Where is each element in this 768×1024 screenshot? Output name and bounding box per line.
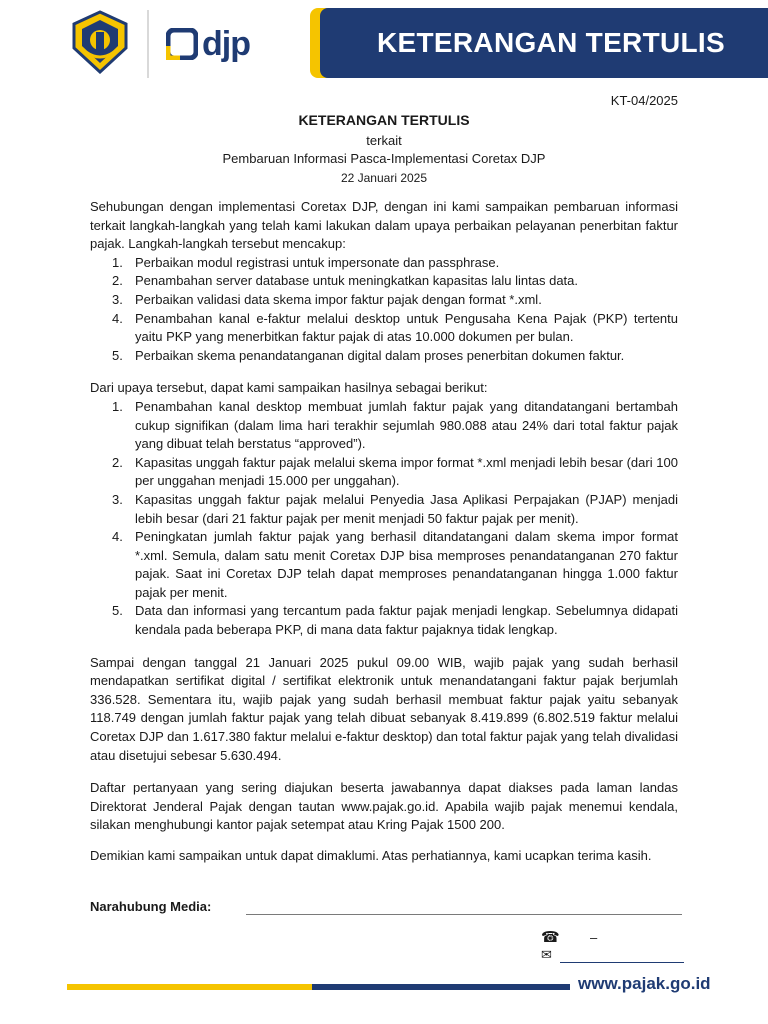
header-divider (147, 10, 149, 78)
list-item: 5. Data dan informasi yang tercantum pada faktur pajak menjadi lengkap. Sebelumnya didapati kendala pada beberapa PKP, di mana data faktur pajaknya tidak lengkap. (112, 603, 678, 638)
document-title: KETERANGAN TERTULIS (298, 112, 470, 128)
footer-band-yellow (67, 984, 312, 990)
list-item: 5. Perbaikan skema penandatanganan digital dalam proses penerbitan dokumen faktur. (112, 347, 625, 363)
djp-logo-text: djp (202, 24, 250, 63)
phone-icon: ☎ (541, 929, 560, 946)
list-item: 2. Kapasitas unggah faktur pajak melalui skema impor format *.xml menjadi lebih besar (dari 100 per unggahan menjadi 15.000 per unggahan). (112, 454, 678, 489)
list-item: 4. Penambahan kanal e-faktur melalui desktop untuk Pengusaha Kena Pajak (PKP) tertentu yaitu PKP yang menerbitkan faktur pajak di atas 10.000 dokumen per bulan. (112, 310, 678, 345)
results-intro: Dari upaya tersebut, dapat kami sampaikan hasilnya sebagai berikut: (90, 380, 488, 396)
results-list (90, 398, 678, 640)
kemenkeu-logo (68, 10, 132, 74)
list-item: 3. Kapasitas unggah faktur pajak melalui Penyedia Jasa Aplikasi Perpajakan (PJAP) menjadi lebih besar (dari 21 faktur pajak per menit menjadi 50 faktur pajak per menit). (112, 491, 678, 526)
intro-paragraph: Sehubungan dengan implementasi Coretax DJP, dengan ini kami sampaikan pembaruan informasi terkait langkah-langkah yang telah kami lakukan dalam upaya perbaikan pelayanan penerbitan faktur pajak. Langkah-langkah tersebut mencakup: (90, 199, 678, 252)
document-date: 22 Januari 2025 (340, 171, 428, 185)
banner-title: KETERANGAN TERTULIS (377, 27, 725, 58)
list-item: 2. Penambahan server database untuk meningkatkan kapasitas lalu lintas data. (112, 273, 579, 289)
document-body (90, 198, 678, 866)
list-item: 3. Perbaikan validasi data skema impor faktur pajak dengan format *.xml. (112, 291, 542, 307)
djp-logo-mark (166, 28, 198, 60)
closing-paragraph: Demikian kami sampaikan untuk dapat dimaklumi. Atas perhatiannya, kami ucapkan terima kasih. (90, 848, 652, 863)
djp-logo (166, 22, 250, 66)
document-reference: KT-04/2025 (610, 93, 678, 108)
media-contact-label: Narahubung Media: (90, 899, 212, 914)
list-item: 4. Peningkatan jumlah faktur pajak yang berhasil ditandatangani dalam skema impor format *.xml. Semula, dalam satu menit Coretax DJP bisa memproses penandatanganan 270 faktur pajak. Saat ini Coretax DJP telah dapat memproses penandatanganan hingga 1.000 faktur pajak per menit. (112, 529, 678, 600)
phone-value: – (590, 930, 598, 945)
faq-paragraph: Daftar pertanyaan yang sering diajukan beserta jawabannya dapat diakses pada laman landas Direktorat Jenderal Pajak dengan tautan www.pajak.go.id. Apabila wajib pajak menemui kendala, silakan menghubungi kantor pajak setempat atau Kring Pajak 1500 200. (90, 780, 678, 833)
stats-paragraph: Sampai dengan tanggal 21 Januari 2025 pukul 09.00 WIB, wajib pajak yang sudah berhasil mendapatkan sertifikat digital / sertifikat elektronik untuk menandatangani faktur pajak berjumlah 336.528. Sementara itu, wajib pajak yang sudah berhasil membuat faktur pajak yaitu sebanyak 118.749 dengan jumlah faktur pajak yang telah dibuat sebanyak 8.419.899 (6.802.519 faktur melalui Coretax DJP dan 1.617.380 faktur melalui e-faktur desktop) dan total faktur pajak yang telah divalidasi atau disetujui sebesar 5.630.494. (90, 654, 678, 763)
footer-band-blue (312, 984, 570, 990)
list-item: 1. Penambahan kanal desktop membuat jumlah faktur pajak yang ditandatangani bertambah cukup signifikan (dalam lima hari terakhir sejumlah 980.088 atau 24% dari total faktur pajak yang dibuat telah berstatus “approved”). (112, 398, 678, 452)
list-item: 1. Perbaikan modul registrasi untuk impersonate dan passphrase. (112, 254, 500, 270)
contact-underline (246, 914, 682, 915)
document-subject: Pembaruan Informasi Pasca-Implementasi Coretax DJP (222, 151, 546, 166)
steps-list (90, 254, 678, 366)
email-underline (560, 962, 684, 963)
mail-icon: ✉ (541, 947, 552, 962)
document-terkait: terkait (366, 133, 402, 148)
header-banner (320, 8, 768, 78)
footer-url-link[interactable]: www.pajak.go.id (578, 974, 711, 993)
